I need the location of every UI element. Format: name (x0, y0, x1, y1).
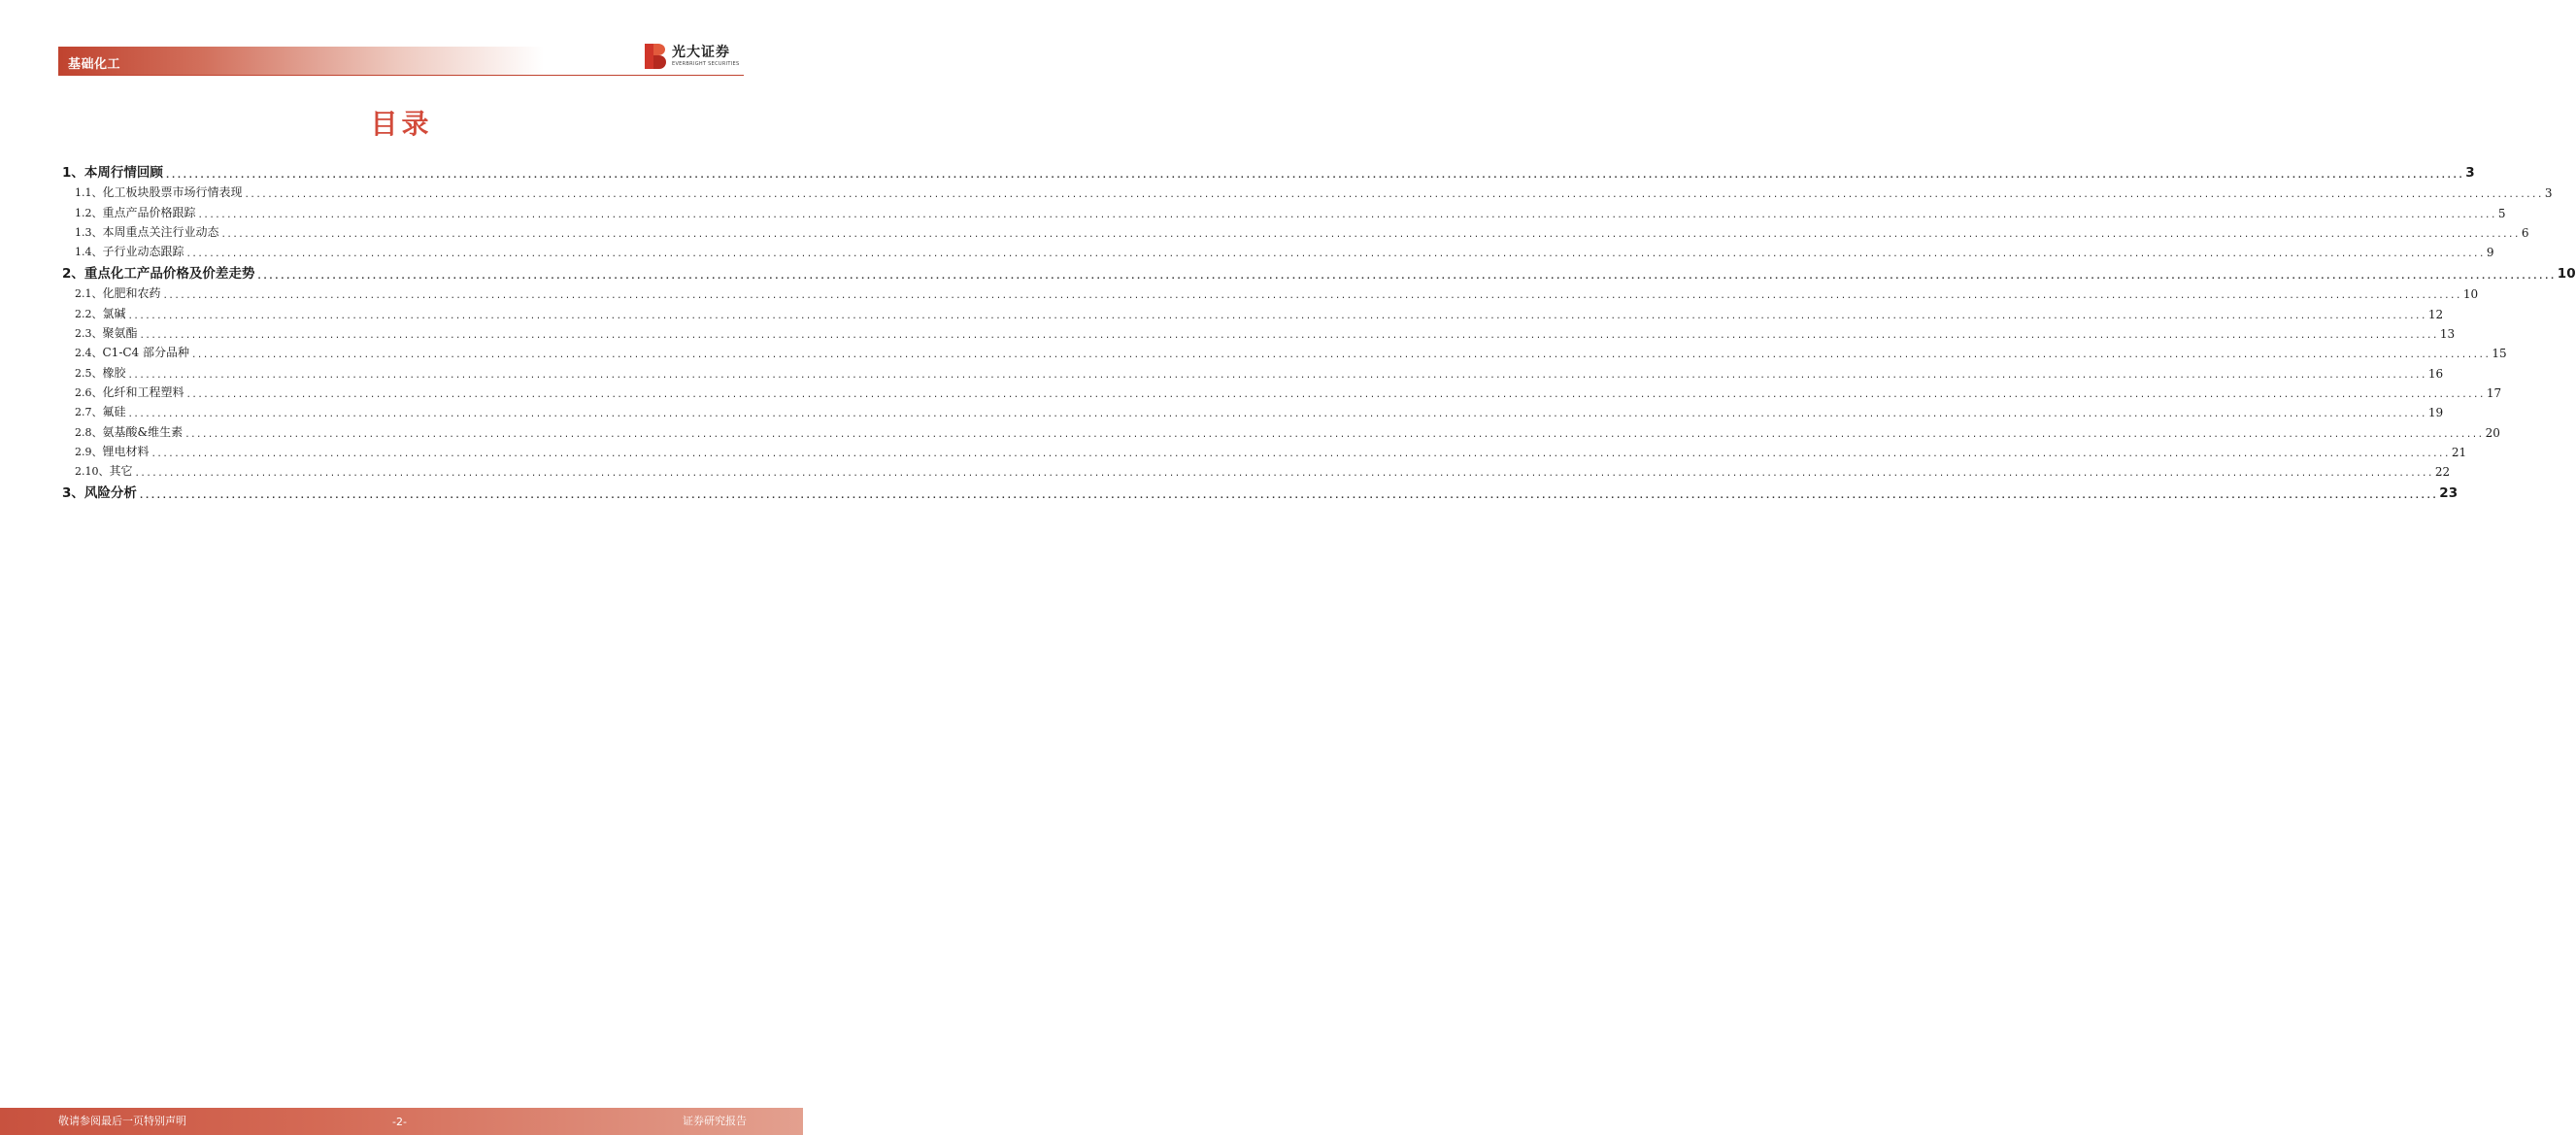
toc-entry-number: 1.3、 (75, 225, 103, 239)
toc-entry-title: 本周重点关注行业动态 (102, 224, 219, 239)
toc-entry-title: 重点化工产品价格及价差走势 (84, 266, 255, 283)
toc-entry-title: 化肥和农药 (102, 286, 161, 301)
toc-entry-number: 2.10、 (75, 465, 110, 479)
toc-subsection-entry[interactable] (58, 301, 2444, 321)
toc-dot-leader: ................................................................................................................................................................................................................................................................................................................................................................................................................ (185, 250, 2485, 260)
toc-entry-page: 17 (2486, 385, 2502, 400)
toc-dot-leader: ................................................................................................................................................................................................................................................................................................................................................................................................................ (185, 389, 2485, 400)
toc-entry-number: 2.2、 (75, 307, 103, 320)
toc-subsection-entry[interactable] (58, 341, 2507, 361)
toc-dot-leader: ................................................................................................................................................................................................................................................................................................................................................................................................................ (191, 351, 2491, 361)
table-of-contents (58, 158, 2576, 502)
toc-subsection-entry[interactable] (58, 282, 2479, 302)
toc-entry-page: 3 (2465, 165, 2475, 181)
toc-entry-number: 3、 (62, 485, 84, 502)
toc-entry-page: 9 (2486, 246, 2494, 260)
toc-dot-leader: ................................................................................................................................................................................................................................................................................................................................................................................................................ (164, 171, 2464, 181)
toc-entry-number: 2.3、 (75, 327, 103, 341)
toc-dot-leader: ................................................................................................................................................................................................................................................................................................................................................................................................................ (127, 370, 2426, 381)
toc-entry-page: 22 (2434, 465, 2451, 480)
toc-entry-title: 其它 (109, 464, 133, 479)
toc-dot-leader: ................................................................................................................................................................................................................................................................................................................................................................................................................ (151, 449, 2450, 459)
toc-subsection-entry[interactable] (58, 440, 2467, 459)
toc-entry-title: 橡胶 (102, 365, 126, 380)
toc-entry-title: 化纤和工程塑料 (102, 384, 184, 399)
toc-dot-leader: ................................................................................................................................................................................................................................................................................................................................................................................................................ (184, 429, 2484, 440)
toc-entry-page: 16 (2427, 366, 2444, 381)
toc-entry-page: 10 (2557, 266, 2576, 283)
toc-entry-number: 1.1、 (75, 186, 103, 200)
toc-entry-title: 本周行情回顾 (84, 165, 163, 181)
toc-entry-title: 重点产品价格跟踪 (102, 205, 196, 219)
toc-entry-page: 19 (2427, 406, 2444, 420)
header-divider (58, 75, 744, 76)
toc-entry-title: 子行业动态跟踪 (102, 245, 184, 259)
toc-dot-leader: ................................................................................................................................................................................................................................................................................................................................................................................................................ (134, 469, 2433, 480)
toc-dot-leader: ................................................................................................................................................................................................................................................................................................................................................................................................................ (256, 272, 2556, 283)
toc-entry-page: 10 (2462, 287, 2479, 302)
toc-entry-page: 23 (2439, 485, 2459, 502)
toc-subsection-entry[interactable] (58, 400, 2444, 420)
toc-entry-page: 3 (2544, 186, 2553, 201)
toc-subsection-entry[interactable] (58, 220, 2529, 240)
footer-page-number: -2- (392, 1116, 407, 1128)
brand-logo (643, 43, 739, 70)
toc-entry-title: 化工板块股票市场行情表现 (102, 185, 243, 200)
toc-entry-page: 6 (2521, 225, 2529, 240)
toc-entry-number: 2.7、 (75, 406, 103, 419)
toc-entry-number: 2.4、 (75, 347, 103, 360)
toc-dot-leader: ................................................................................................................................................................................................................................................................................................................................................................................................................ (197, 210, 2496, 220)
toc-section-entry[interactable] (58, 259, 2576, 283)
toc-entry-number: 1.4、 (75, 246, 103, 259)
toc-entry-number: 2.1、 (75, 287, 103, 301)
toc-entry-page: 21 (2451, 445, 2467, 459)
toc-subsection-entry[interactable] (58, 381, 2502, 400)
toc-entry-title: 氨基酸&维生素 (102, 424, 184, 439)
toc-entry-title: 氟硅 (102, 405, 126, 419)
toc-entry-title: 氯碱 (102, 306, 126, 320)
toc-entry-title: 锂电材料 (102, 444, 150, 458)
toc-title: 目录 (370, 108, 433, 140)
section-label: 基础化工 (68, 57, 121, 72)
everbright-logo-icon (643, 43, 666, 70)
toc-subsection-entry[interactable] (58, 240, 2494, 260)
toc-dot-leader: ................................................................................................................................................................................................................................................................................................................................................................................................................ (244, 190, 2543, 201)
toc-entry-number: 2.9、 (75, 445, 103, 458)
toc-dot-leader: ................................................................................................................................................................................................................................................................................................................................................................................................................ (162, 291, 2461, 302)
footer-disclaimer: 敬请参阅最后一页特别声明 (58, 1115, 186, 1127)
logo-chinese-name: 光大证券 (672, 45, 730, 60)
toc-subsection-entry[interactable] (58, 419, 2500, 440)
toc-entry-page: 12 (2427, 307, 2444, 321)
logo-english-name: EVERBRIGHT SECURITIES (672, 61, 740, 67)
header-band (58, 47, 544, 76)
toc-subsection-entry[interactable] (58, 321, 2456, 342)
toc-section-entry[interactable] (58, 158, 2475, 181)
toc-dot-leader: ................................................................................................................................................................................................................................................................................................................................................................................................................ (139, 331, 2438, 342)
toc-entry-title: 风险分析 (84, 485, 137, 502)
toc-subsection-entry[interactable] (58, 360, 2444, 381)
toc-entry-number: 2、 (62, 266, 84, 283)
toc-entry-page: 13 (2439, 327, 2456, 342)
toc-dot-leader: ................................................................................................................................................................................................................................................................................................................................................................................................................ (138, 491, 2438, 502)
footer-report-type: 证券研究报告 (683, 1115, 747, 1127)
toc-subsection-entry[interactable] (58, 200, 2506, 220)
toc-entry-number: 2.5、 (75, 366, 103, 380)
toc-dot-leader: ................................................................................................................................................................................................................................................................................................................................................................................................................ (127, 311, 2426, 321)
toc-entry-page: 15 (2492, 347, 2507, 361)
toc-dot-leader: ................................................................................................................................................................................................................................................................................................................................................................................................................ (220, 229, 2520, 240)
toc-entry-number: 1.2、 (75, 206, 103, 219)
toc-entry-title: C1-C4 部分品种 (102, 346, 190, 360)
toc-subsection-entry[interactable] (58, 181, 2553, 201)
toc-entry-number: 2.8、 (75, 425, 103, 439)
toc-entry-number: 1、 (62, 165, 84, 181)
toc-entry-title: 聚氨酯 (102, 326, 138, 341)
toc-subsection-entry[interactable] (58, 459, 2451, 480)
toc-entry-page: 20 (2485, 425, 2500, 440)
toc-section-entry[interactable] (58, 479, 2459, 502)
toc-entry-number: 2.6、 (75, 385, 103, 399)
toc-dot-leader: ................................................................................................................................................................................................................................................................................................................................................................................................................ (127, 410, 2426, 420)
toc-entry-page: 5 (2497, 206, 2506, 220)
